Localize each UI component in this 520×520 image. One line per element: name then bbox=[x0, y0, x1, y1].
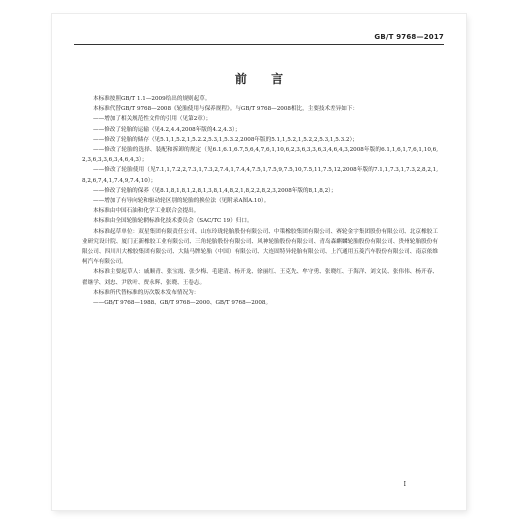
paragraph: 本标准所代替标准的历次版本发布情况为： bbox=[93, 289, 200, 296]
list-item: ——增加了有导向轮和驱动轮区别的轮胎的换位法（见附录A图A.10）。 bbox=[93, 198, 270, 205]
paragraph: 本标准由全国轮胎轮辋标准化技术委员会（SAC/TC 19）归口。 bbox=[93, 218, 253, 225]
list-item: ——修改了轮胎的选择、装配和拆卸的规定（见6.1,6.1,6.7,5,6,4,7,6,1,10,6,2,3,6,3,3,6,3,4,6,4,3,2008年版的6.1,1,6,1,7,6,1,10,6,2,3,6,3,3,6,3,4,6,4,3）； bbox=[82, 147, 438, 164]
list-item: ——修改了轮胎的保养（见8.1,8,1,8,1,2,8,1,3,8,1,4,8,2,1,8,2,2,8,2,3,2008年版的8,1,8,2）； bbox=[93, 187, 337, 194]
paragraph: 本标准主要起草人：戚顺青、张宝霞、张少梅、毛建清、杨开龙、徐丽红、王克先、牟守勇、张晓红、于海洋、刘文民、张伟伟、杨开春、翟继学、刘忠、尹欣叶、贾永辉、张晓、王卷志。 bbox=[82, 269, 438, 286]
list-item: ——修改了轮胎的运输（见4.2,4.4,2008年版的4.2,4.3）； bbox=[93, 126, 241, 133]
page-number: I bbox=[403, 481, 406, 488]
paragraph: 本标准由中国石油和化学工业联合会提出。 bbox=[93, 208, 200, 215]
standard-code: GB/T 9768—2017 bbox=[374, 33, 444, 41]
list-item: ——GB/T 9768—1988、GB/T 9768—2000、GB/T 9768—2008。 bbox=[93, 300, 272, 307]
list-item: ——修改了轮胎使用（见7.1,1,7.2,2,7.3,1,7.3,2,7.4,1,7.4,4,7.5,1,7.5,9,7.5,10,7.5,11,7.5,12,2008年版的7.1,1,7.3,1,7.3,2,8,2,1,8,2,6,7,4,1,7.4,9,7.4,10）； bbox=[82, 167, 438, 184]
paragraph: 本标准按照GB/T 1.1—2009给出的规则起草。 bbox=[93, 96, 211, 102]
list-item: ——增加了相关规范性文件的引用（见第2章）； bbox=[93, 116, 212, 123]
paragraph: 本标准起草单位：双星集团有限责任公司、山东玲珑轮胎股份有限公司、中策橡胶集团有限公司、赛轮金宇集团股份有限公司、北京橡胶工业研究设计院、厦门正新橡胶工业有限公司、三角轮胎股份有限公司、风神轮胎股份有限公司、青岛森麒麟轮胎股份有限公司、贵州轮胎股份有限公司、四川川大橡胶集团有限公司、大陆马牌轮胎（中国）有限公司、大连固特异轮胎有限公司、上汽通用五菱汽车股份有限公司、南京依维柯汽车有限公司。 bbox=[82, 228, 438, 266]
paragraph: 本标准代替GB/T 9768—2008《轮胎使用与保养规程》。与GB/T 9768—2008相比，主要技术差异如下： bbox=[93, 106, 359, 113]
document-page bbox=[52, 14, 466, 510]
header-rule bbox=[74, 44, 444, 45]
page-title: 前 言 bbox=[234, 72, 294, 86]
foreword-body bbox=[82, 94, 438, 308]
list-item: ——修改了轮胎的储存（见5.1,1,5.2,1,5.2.2,5.3,1,5.3.2,2008年版的5.1,1,5.2,1,5.2,2,5.3,1,5.3.2）； bbox=[93, 136, 358, 143]
